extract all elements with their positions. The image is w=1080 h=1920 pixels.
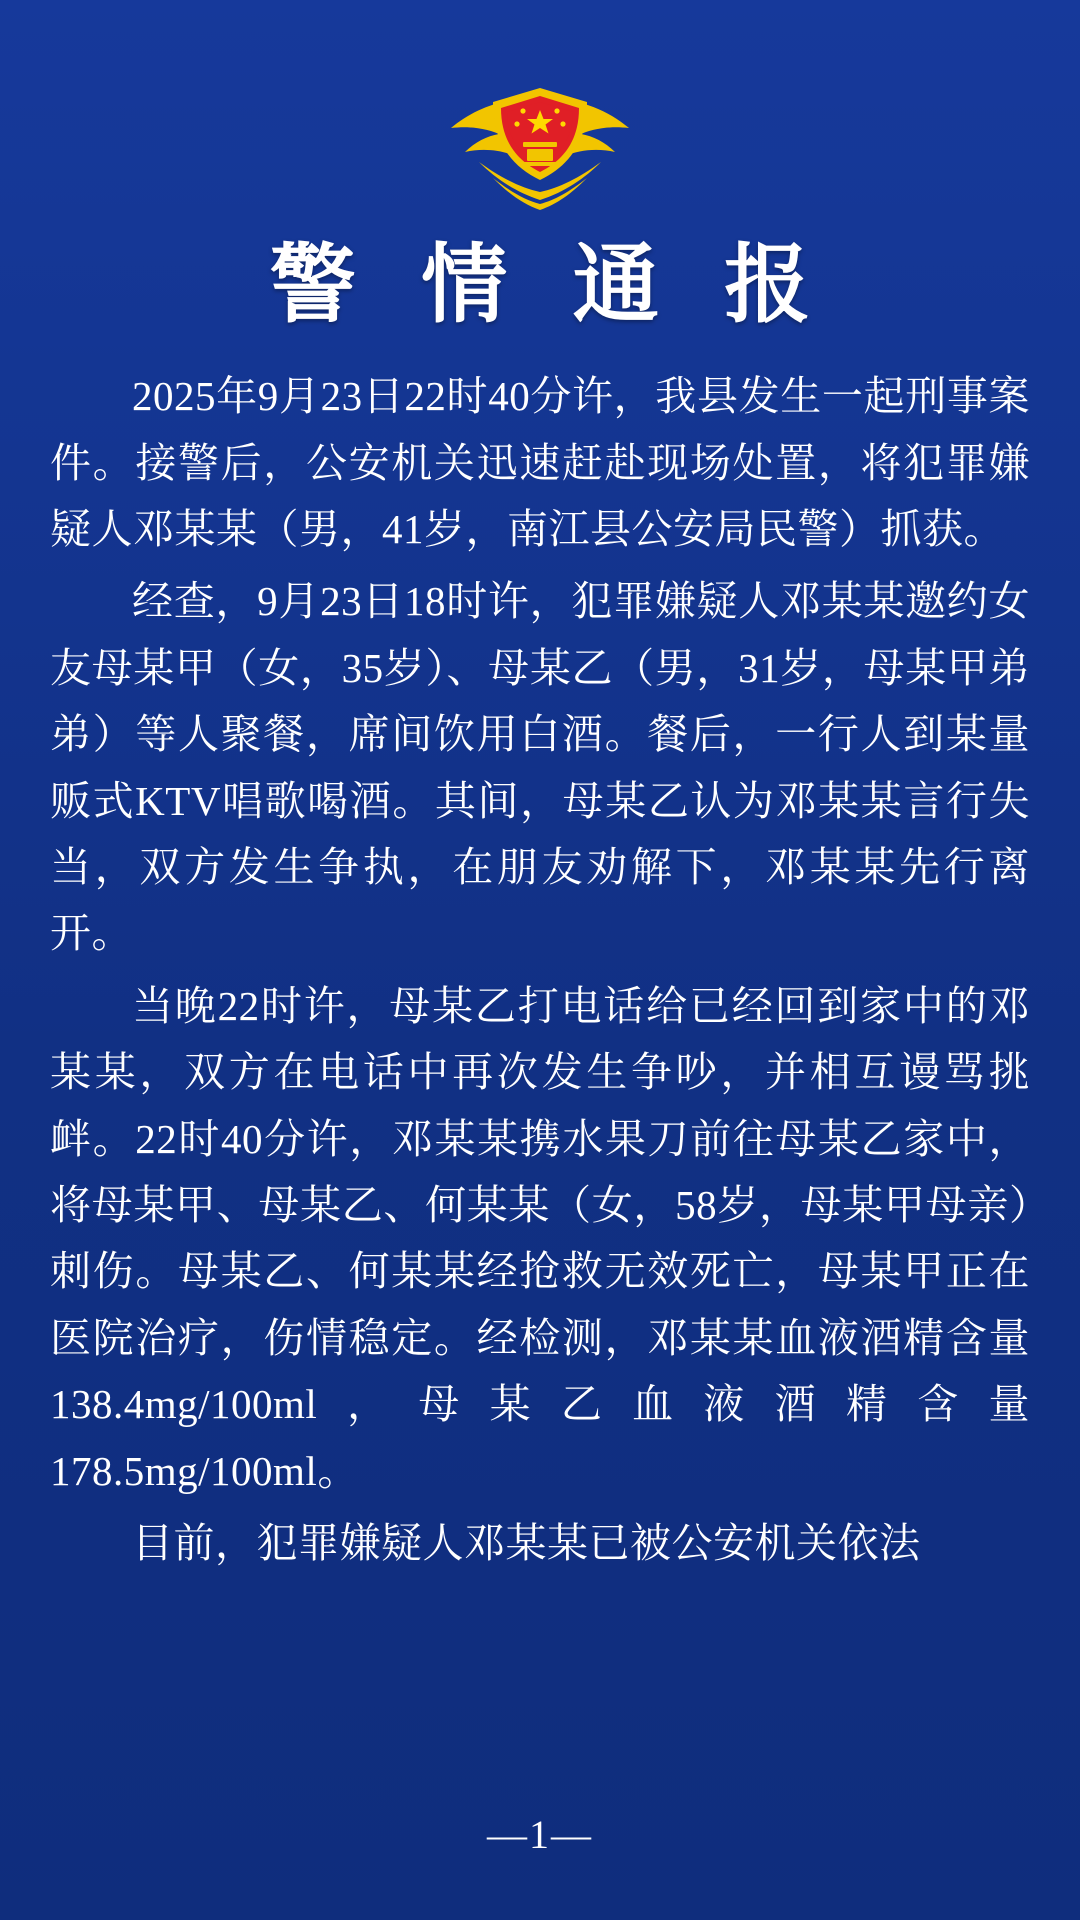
page-title: 警 情 通 报 [269, 237, 833, 333]
notice-paragraph: 2025年9月23日22时40分许，我县发生一起刑事案件。接警后，公安机关迅速赶赴现场处置，将犯罪嫌疑人邓某某（男，41岁，南江县公安局民警）抓获。 [50, 373, 1030, 552]
china-police-emblem-icon [435, 66, 645, 216]
notice-paragraph: 当晚22时许，母某乙打电话给已经回到家中的邓某某，双方在电话中再次发生争吵，并相互谩骂挑衅。22时40分许，邓某某携水果刀前往母某乙家中，将母某甲、母某乙、何某某（女，58岁，母某甲母亲）刺伤。母某乙、何某某经抢救无效死亡，母某甲正在医院治疗，伤情稳定。经检测，邓某某血液酒精含量138.4mg/100ml，母某乙血液酒精含量178.5mg/100ml。 [50, 982, 1030, 1494]
notice-body [34, 363, 1046, 1576]
emblem-container [34, 0, 1046, 216]
notice-paragraph: 目前，犯罪嫌疑人邓某某已被公安机关依法 [132, 1520, 921, 1567]
notice-paragraph: 经查，9月23日18时许，犯罪嫌疑人邓某某邀约女友母某甲（女，35岁）、母某乙（男，31岁，母某甲弟弟）等人聚餐，席间饮用白酒。餐后，一行人到某量贩式KTV唱歌喝酒。其间，母某乙认为邓某某言行失当，双方发生争执，在朋友劝解下，邓某某先行离开。 [50, 578, 1030, 957]
page-number: —1— [487, 1812, 593, 1857]
